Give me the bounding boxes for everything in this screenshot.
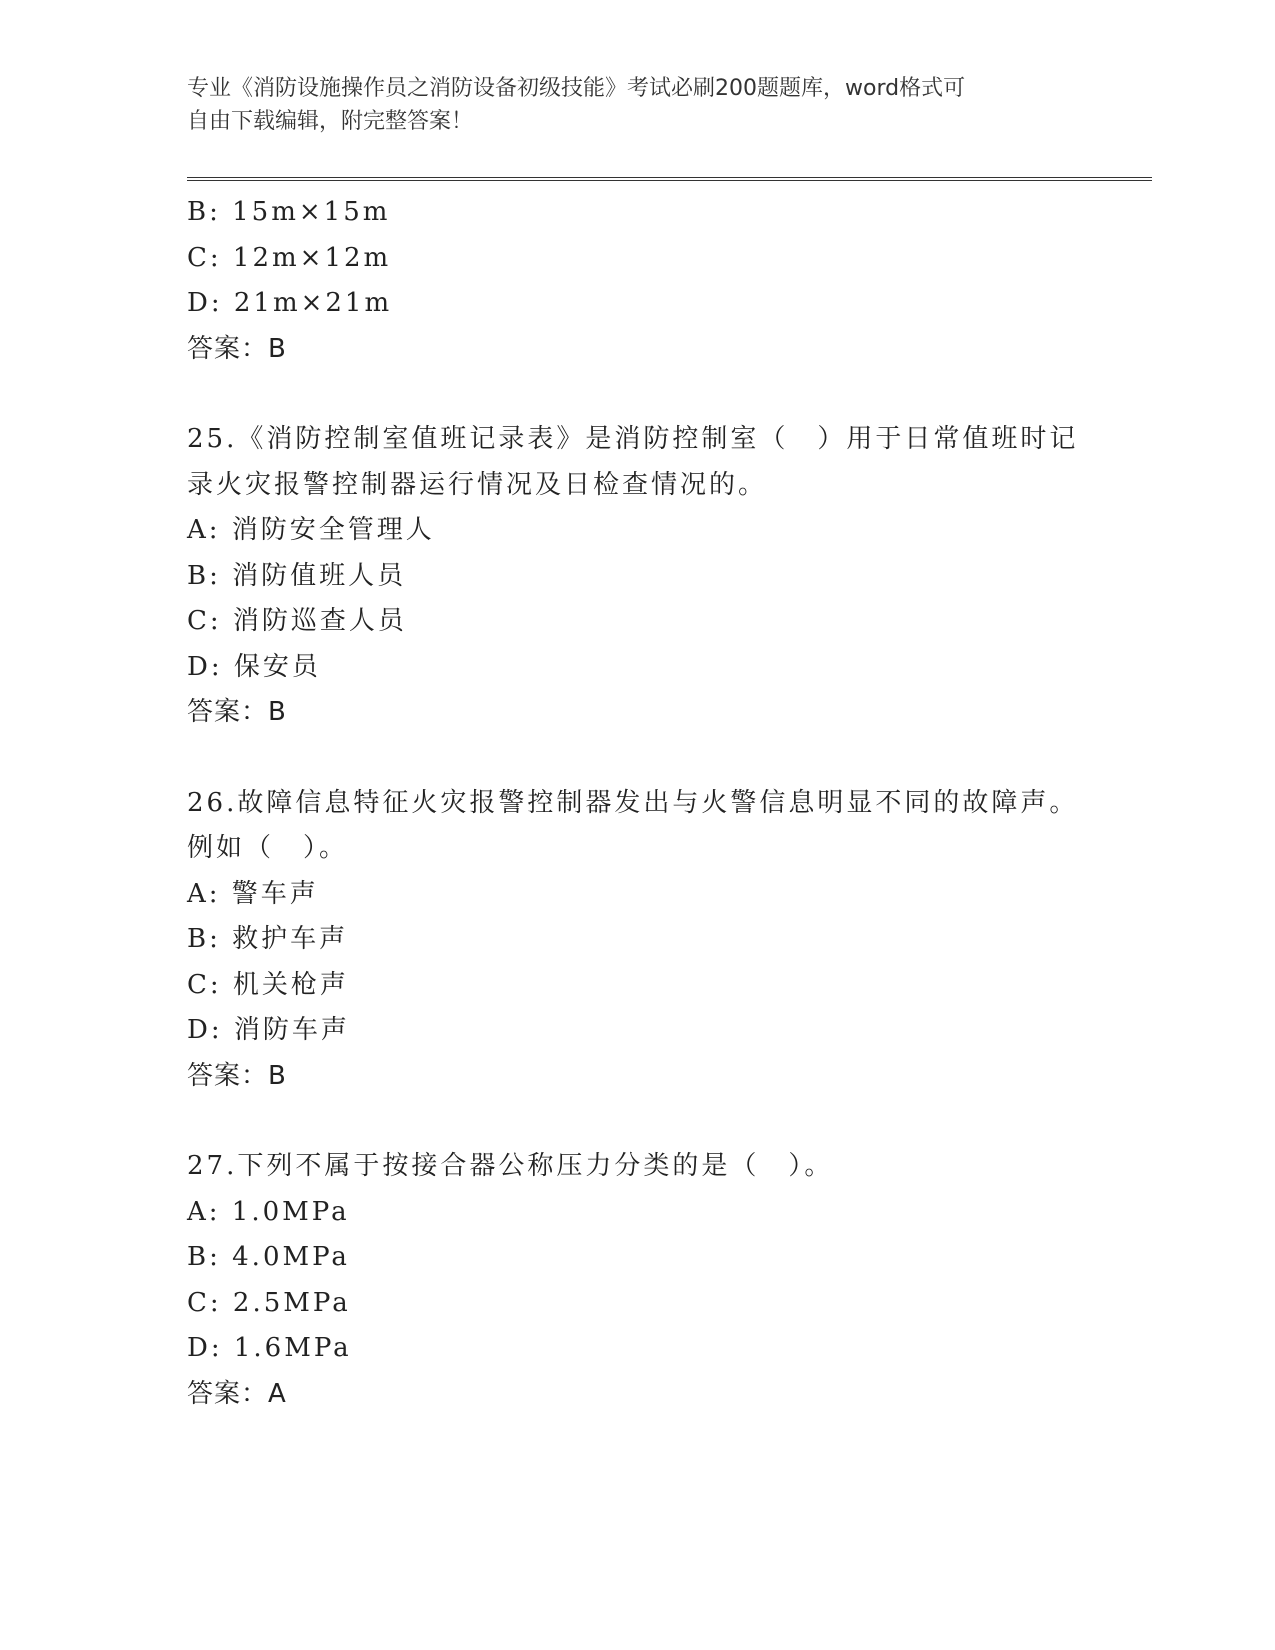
option-b: B: 消防值班人员 [187, 560, 407, 591]
header-title-line-2: 自由下载编辑，附完整答案！ [187, 109, 474, 134]
question-text-line-2: 例如（ ）。 [187, 833, 349, 863]
option-c: C: 2.5MPa [187, 1287, 351, 1318]
spacer [187, 736, 1087, 781]
option-a: A: 警车声 [187, 878, 319, 909]
answer-line: 答案：B [187, 1060, 287, 1091]
option-c: C: 消防巡查人员 [187, 606, 407, 636]
spacer [187, 372, 1087, 417]
option-b: B: 救护车声 [187, 924, 349, 954]
question-block-27 [187, 1144, 1087, 1417]
spacer [187, 1099, 1087, 1144]
option-d: D: 消防车声 [187, 1015, 350, 1045]
answer-line: 答案：B [187, 697, 287, 727]
answer-line: 答案：A [187, 1378, 287, 1409]
question-text-line-1: 27.下列不属于按接合器公称压力分类的是（ ）。 [187, 1151, 834, 1181]
option-c: C: 12m×12m [187, 242, 392, 273]
answer-line: 答案：B [187, 333, 287, 364]
option-d: D: 保安员 [187, 651, 321, 682]
question-text-line-1: 25.《消防控制室值班记录表》是消防控制室（ ）用于日常值班时记 [187, 424, 1079, 454]
option-c: C: 机关枪声 [187, 969, 349, 1000]
question-text-line-1: 26.故障信息特征火灾报警控制器发出与火警信息明显不同的故障声。 [187, 787, 1079, 818]
question-list [187, 190, 1087, 1417]
page-header [187, 72, 1087, 138]
question-block-continued [187, 190, 1087, 372]
header-divider [187, 177, 1152, 181]
header-title-line-1: 专业《消防设施操作员之消防设备初级技能》考试必刷200题题库，word格式可 [187, 76, 966, 101]
option-d: D: 1.6MPa [187, 1333, 352, 1363]
option-a: A: 消防安全管理人 [187, 515, 435, 545]
option-a: A: 1.0MPa [187, 1196, 350, 1227]
option-b: B: 4.0MPa [187, 1242, 350, 1272]
option-d: D: 21m×21m [187, 288, 393, 318]
question-text-line-2: 录火灾报警控制器运行情况及日检查情况的。 [187, 469, 768, 500]
option-b: B: 15m×15m [187, 197, 391, 227]
question-block-25 [187, 417, 1087, 736]
question-block-26 [187, 781, 1087, 1100]
